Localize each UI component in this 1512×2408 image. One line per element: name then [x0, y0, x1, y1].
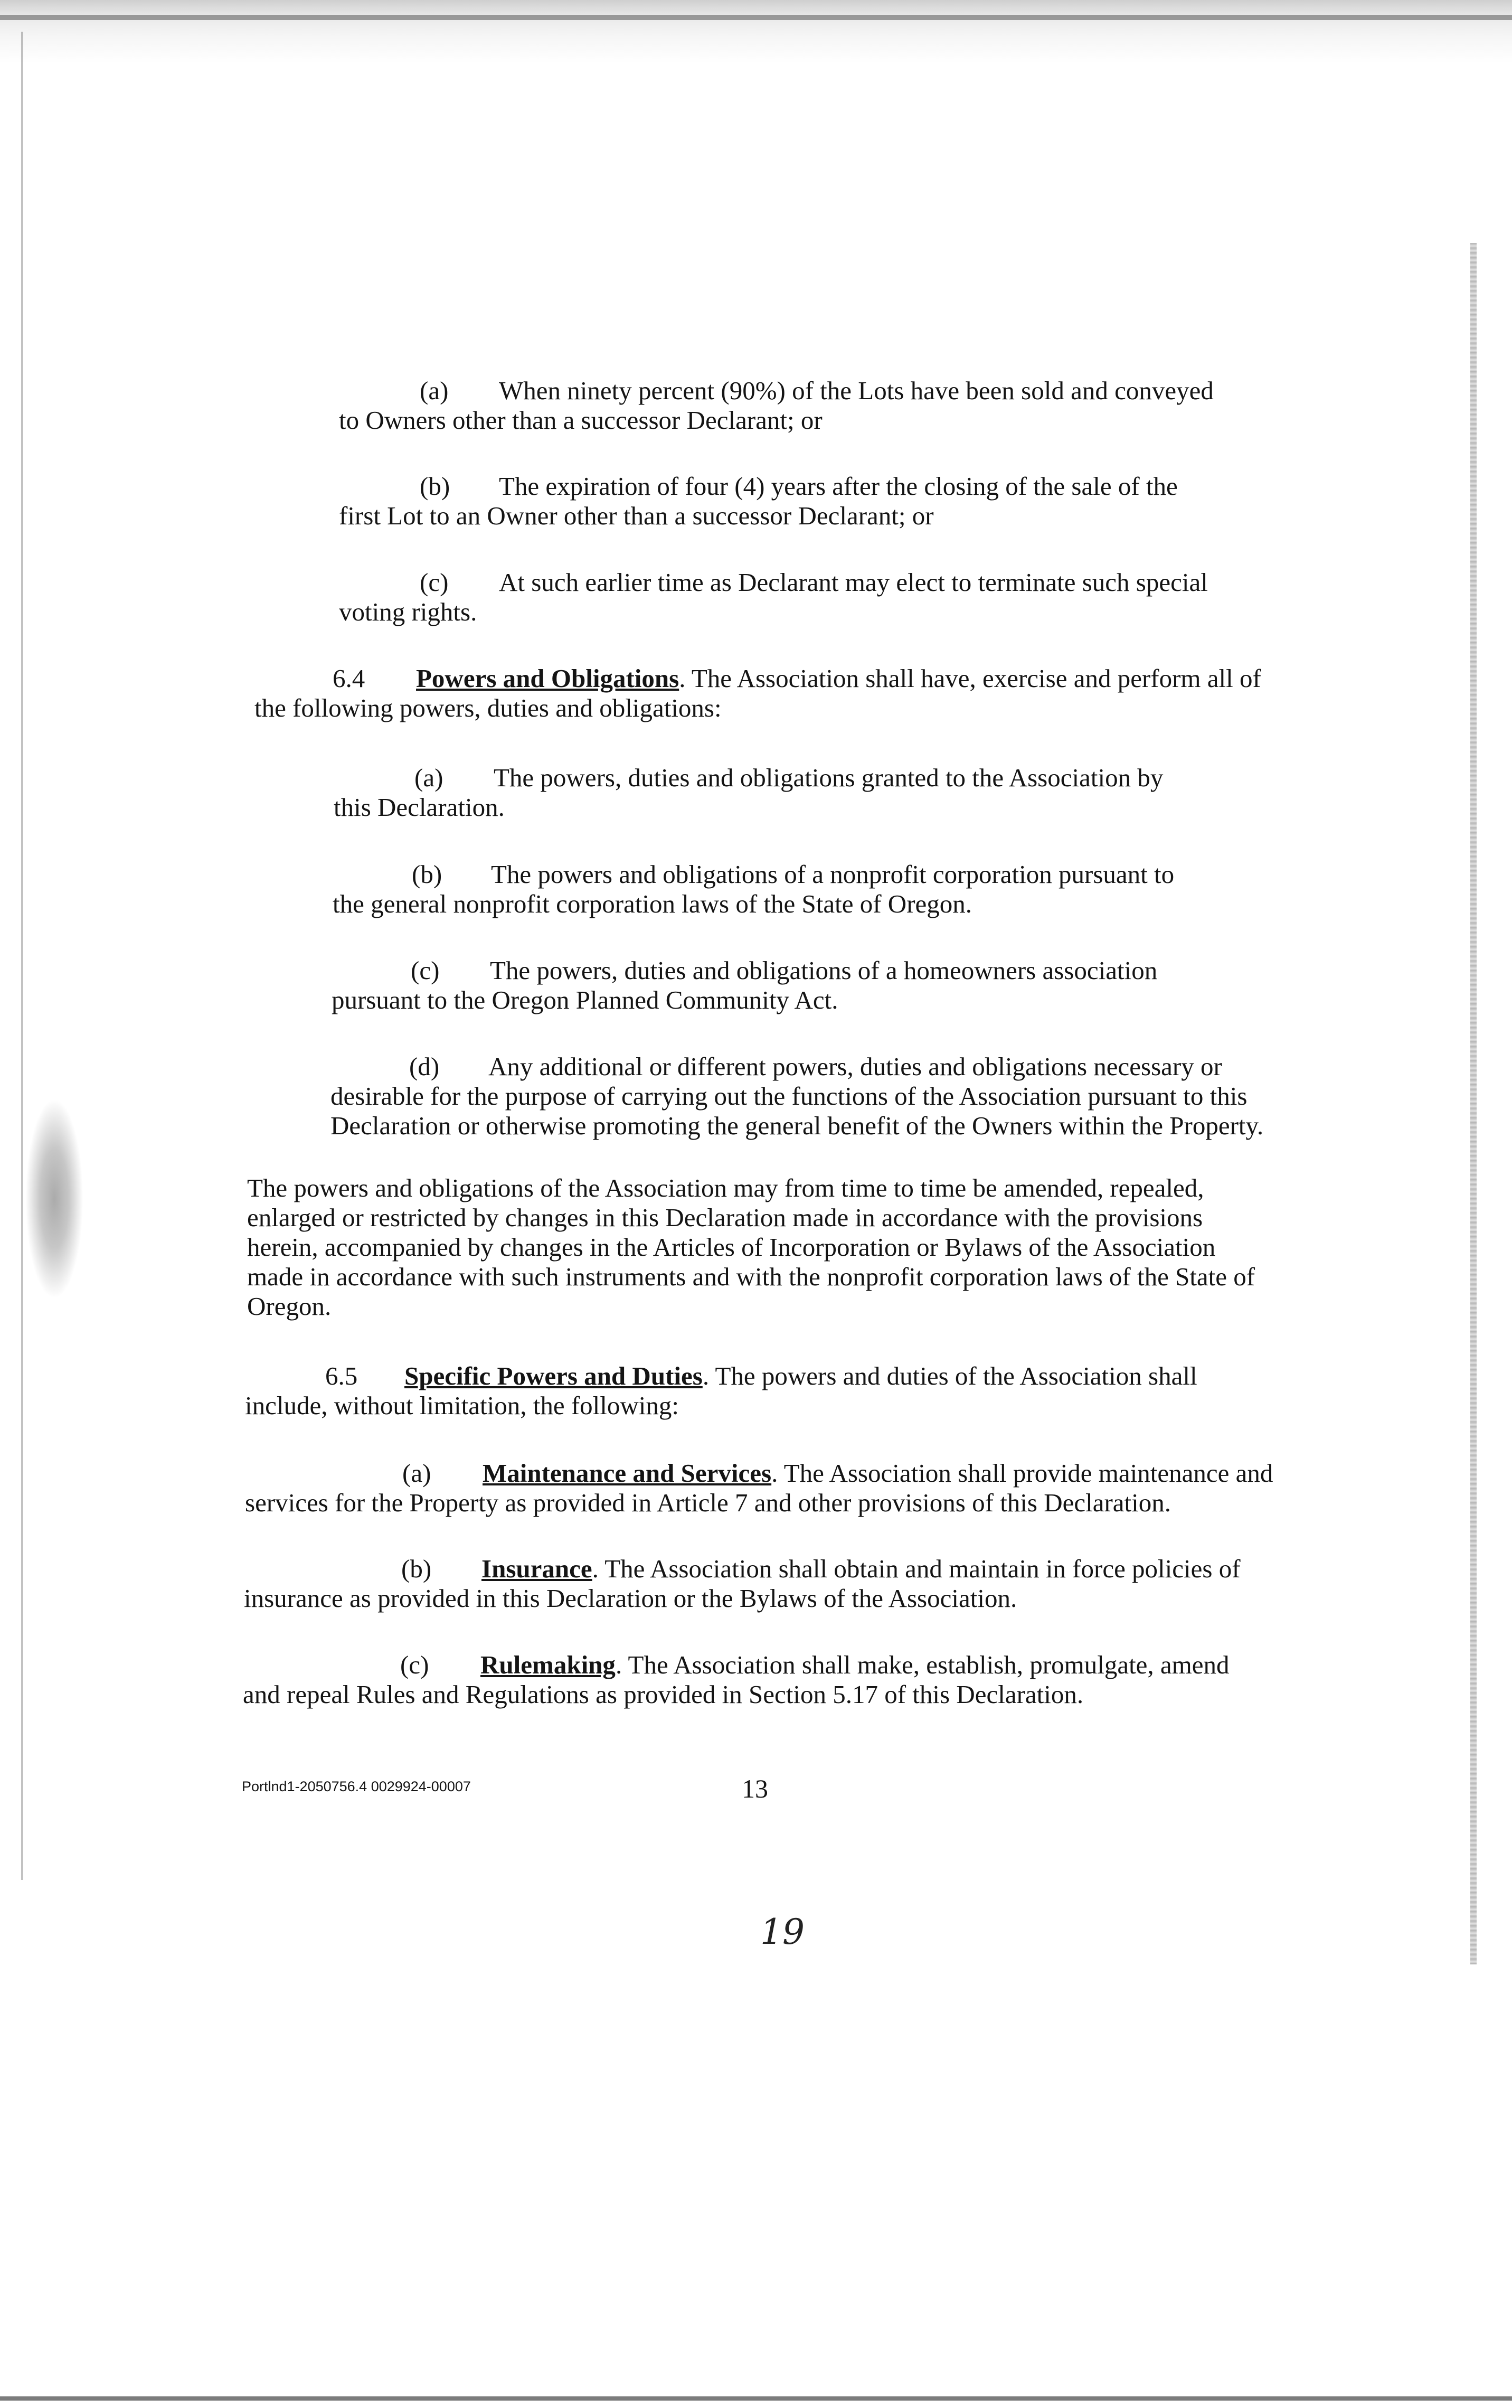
scan-shadow-top [0, 0, 1512, 63]
item-a-line2: this Declaration. [334, 793, 505, 822]
scan-edge-top [0, 15, 1512, 20]
scan-edge-right [1470, 243, 1477, 1964]
item-b-line1: (b) The expiration of four (4) years after the closing of the sale of the [420, 472, 1178, 501]
handwritten-page-number: 19 [760, 1912, 805, 1952]
closing-line1: The powers and obligations of the Association may from time to time be amended, repealed, [247, 1173, 1204, 1202]
item-d-line2: desirable for the purpose of carrying out the functions of the Association pursuant to this [330, 1081, 1248, 1111]
item-b-line1: (b) The powers and obligations of a nonprofit corporation pursuant to [412, 860, 1175, 889]
item-d-line3: Declaration or otherwise promoting the general benefit of the Owners within the Property. [330, 1111, 1264, 1140]
item-d-line1: (d) Any additional or different powers, duties and obligations necessary or [409, 1052, 1222, 1081]
item-a-line1: (a) When ninety percent (90%) of the Lots have been sold and conveyed [420, 376, 1214, 405]
item-b-line1: (b) Insurance. The Association shall obtain and maintain in force policies of [401, 1554, 1241, 1583]
closing-line4: made in accordance with such instruments and with the nonprofit corporation laws of the State of [247, 1262, 1255, 1291]
item-a-line1: (a) The powers, duties and obligations granted to the Association by [414, 763, 1164, 792]
closing-line2: enlarged or restricted by changes in this Declaration made in accordance with the provisions [247, 1203, 1203, 1232]
section-6-4-intro-line2: the following powers, duties and obligations: [254, 693, 722, 722]
item-b-line2: insurance as provided in this Declaration or the Bylaws of the Association. [244, 1584, 1017, 1613]
item-c-line2: voting rights. [339, 597, 477, 626]
item-a-line1: (a) Maintenance and Services. The Association shall provide maintenance and [402, 1459, 1273, 1488]
item-b-line2: first Lot to an Owner other than a successor Declarant; or [339, 501, 934, 530]
item-b-line2: the general nonprofit corporation laws of the State of Oregon. [333, 889, 972, 918]
scan-smudge-left [25, 1098, 83, 1299]
item-c-line1: (c) Rulemaking. The Association shall make, establish, promulgate, amend [400, 1650, 1230, 1679]
section-number: 6.4 [333, 664, 365, 693]
item-a-line2: services for the Property as provided in Article 7 and other provisions of this Declaration. [245, 1488, 1171, 1517]
item-a-line2: to Owners other than a successor Declarant; or [339, 406, 823, 435]
item-c-line2: and repeal Rules and Regulations as provided in Section 5.17 of this Declaration. [243, 1680, 1084, 1709]
document-id: Portlnd1-2050756.4 0029924-00007 [242, 1779, 471, 1794]
item-c-line1: (c) The powers, duties and obligations of a homeowners association [411, 956, 1158, 985]
section-6-5-heading-line: 6.5 Specific Powers and Duties. The powers and duties of the Association shall [325, 1361, 1197, 1390]
section-heading: Specific Powers and Duties [404, 1361, 703, 1390]
scan-edge-left [21, 32, 27, 1880]
section-6-4-heading-line: 6.4 Powers and Obligations. The Association shall have, exercise and perform all of [333, 664, 1261, 693]
section-number: 6.5 [325, 1361, 358, 1390]
section-heading: Powers and Obligations [416, 664, 679, 693]
section-6-5-intro-line2: include, without limitation, the following: [245, 1391, 679, 1420]
closing-line3: herein, accompanied by changes in the Articles of Incorporation or Bylaws of the Association [247, 1233, 1216, 1262]
page-number: 13 [742, 1774, 768, 1803]
scan-edge-bottom [0, 2396, 1512, 2401]
item-c-line2: pursuant to the Oregon Planned Community Act. [332, 985, 838, 1014]
item-c-line1: (c) At such earlier time as Declarant may elect to terminate such special [420, 568, 1208, 597]
closing-line5: Oregon. [247, 1292, 332, 1321]
